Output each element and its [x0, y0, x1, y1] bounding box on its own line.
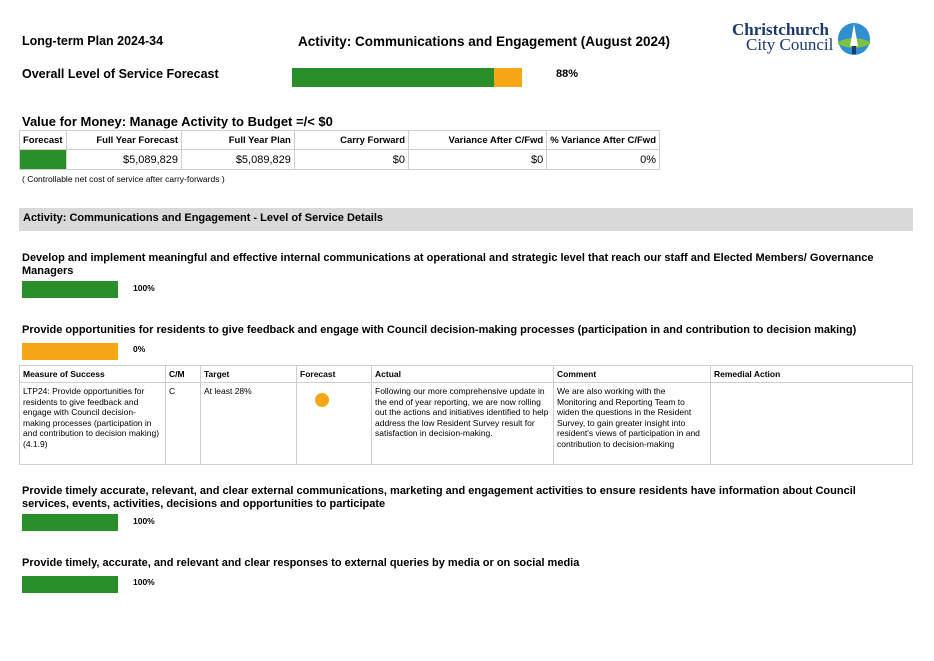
activity-title: Activity: Communications and Engagement (August 2024): [298, 34, 671, 49]
vfm-header: % Variance After C/Fwd: [547, 131, 660, 150]
council-logo: [732, 22, 874, 58]
details-measure: LTP24: Provide opportunities for residents to give feedback and engage with Council decision-making processes (participation in and contribution to decision making) (4.1.9): [20, 383, 166, 465]
logo-line1: Christchurch: [732, 20, 829, 39]
details-cm: C: [166, 383, 201, 465]
vfm-percent-variance: 0%: [547, 150, 660, 170]
vfm-variance: $0: [409, 150, 547, 170]
measure-status-bar: [22, 343, 118, 360]
logo-line2: City Council: [746, 35, 834, 54]
overall-bar-green: [292, 68, 494, 87]
measure-percent: 100%: [133, 516, 155, 526]
overall-bar-orange: [494, 68, 522, 87]
overall-forecast-label: Overall Level of Service Forecast: [22, 67, 219, 81]
vfm-full-year-plan: $5,089,829: [182, 150, 295, 170]
measure-status-bar: [22, 514, 118, 531]
measure-percent: 0%: [133, 344, 146, 354]
vfm-header: Full Year Forecast: [66, 131, 181, 150]
measure-label: Provide timely, accurate, and relevant and clear responses to external queries by media or on social media: [22, 557, 580, 569]
details-header: C/M: [166, 366, 201, 383]
details-header: Actual: [372, 366, 554, 383]
details-header: Remedial Action: [711, 366, 913, 383]
measure-percent: 100%: [133, 283, 155, 293]
details-actual: Following our more comprehensive update in the end of year reporting, we are now rolling out the actions and initiatives identified to help address the low Resident Survey result for satisfaction in decision-making.: [372, 383, 554, 465]
details-header: Forecast: [297, 366, 372, 383]
measure-status-bar: [22, 576, 118, 593]
measure-percent: 100%: [133, 577, 155, 587]
table-row: [20, 383, 913, 465]
section-header: Activity: Communications and Engagement - Level of Service Details: [19, 208, 913, 231]
details-header: Comment: [554, 366, 711, 383]
details-table: [19, 365, 913, 465]
measure-status-bar: [22, 281, 118, 298]
vfm-carry-forward: $0: [294, 150, 408, 170]
measure-label: Provide timely accurate, relevant, and clear external communications, marketing and engagement activities to ensure residents have information about Council services, events, activities, decisions and opportunities to participate: [22, 485, 856, 510]
vfm-header: Full Year Plan: [182, 131, 295, 150]
plan-title: Long-term Plan 2024-34: [22, 34, 164, 48]
vfm-header: Variance After C/Fwd: [409, 131, 547, 150]
details-forecast: [297, 383, 372, 465]
measure-label: Provide opportunities for residents to give feedback and engage with Council decision-making processes (participation in and contribution to decision making): [22, 324, 857, 336]
overall-forecast-percent: 88%: [556, 68, 579, 80]
details-target: At least 28%: [201, 383, 297, 465]
vfm-forecast-swatch: [20, 150, 67, 170]
vfm-header: Forecast: [20, 131, 67, 150]
vfm-title: Value for Money: Manage Activity to Budget =/< $0: [22, 114, 333, 129]
overall-forecast-bar: [292, 68, 522, 87]
details-header: Target: [201, 366, 297, 383]
vfm-table: [19, 130, 660, 170]
details-remedial: [711, 383, 913, 465]
vfm-note: ( Controllable net cost of service after carry-forwards ): [22, 174, 225, 184]
cathedral-icon: [836, 22, 872, 56]
vfm-header: Carry Forward: [294, 131, 408, 150]
details-header: Measure of Success: [20, 366, 166, 383]
measure-label: Develop and implement meaningful and effective internal communications at operational and strategic level that reach our staff and Elected Members/ Governance Managers: [22, 252, 874, 277]
vfm-full-year-forecast: $5,089,829: [66, 150, 181, 170]
forecast-status-dot: [315, 393, 329, 407]
details-comment: We are also working with the Monitoring and Reporting Team to widen the questions in the Resident Survey, to gain greater insight into resident's views of participation in and contribution to decision-making: [554, 383, 711, 465]
